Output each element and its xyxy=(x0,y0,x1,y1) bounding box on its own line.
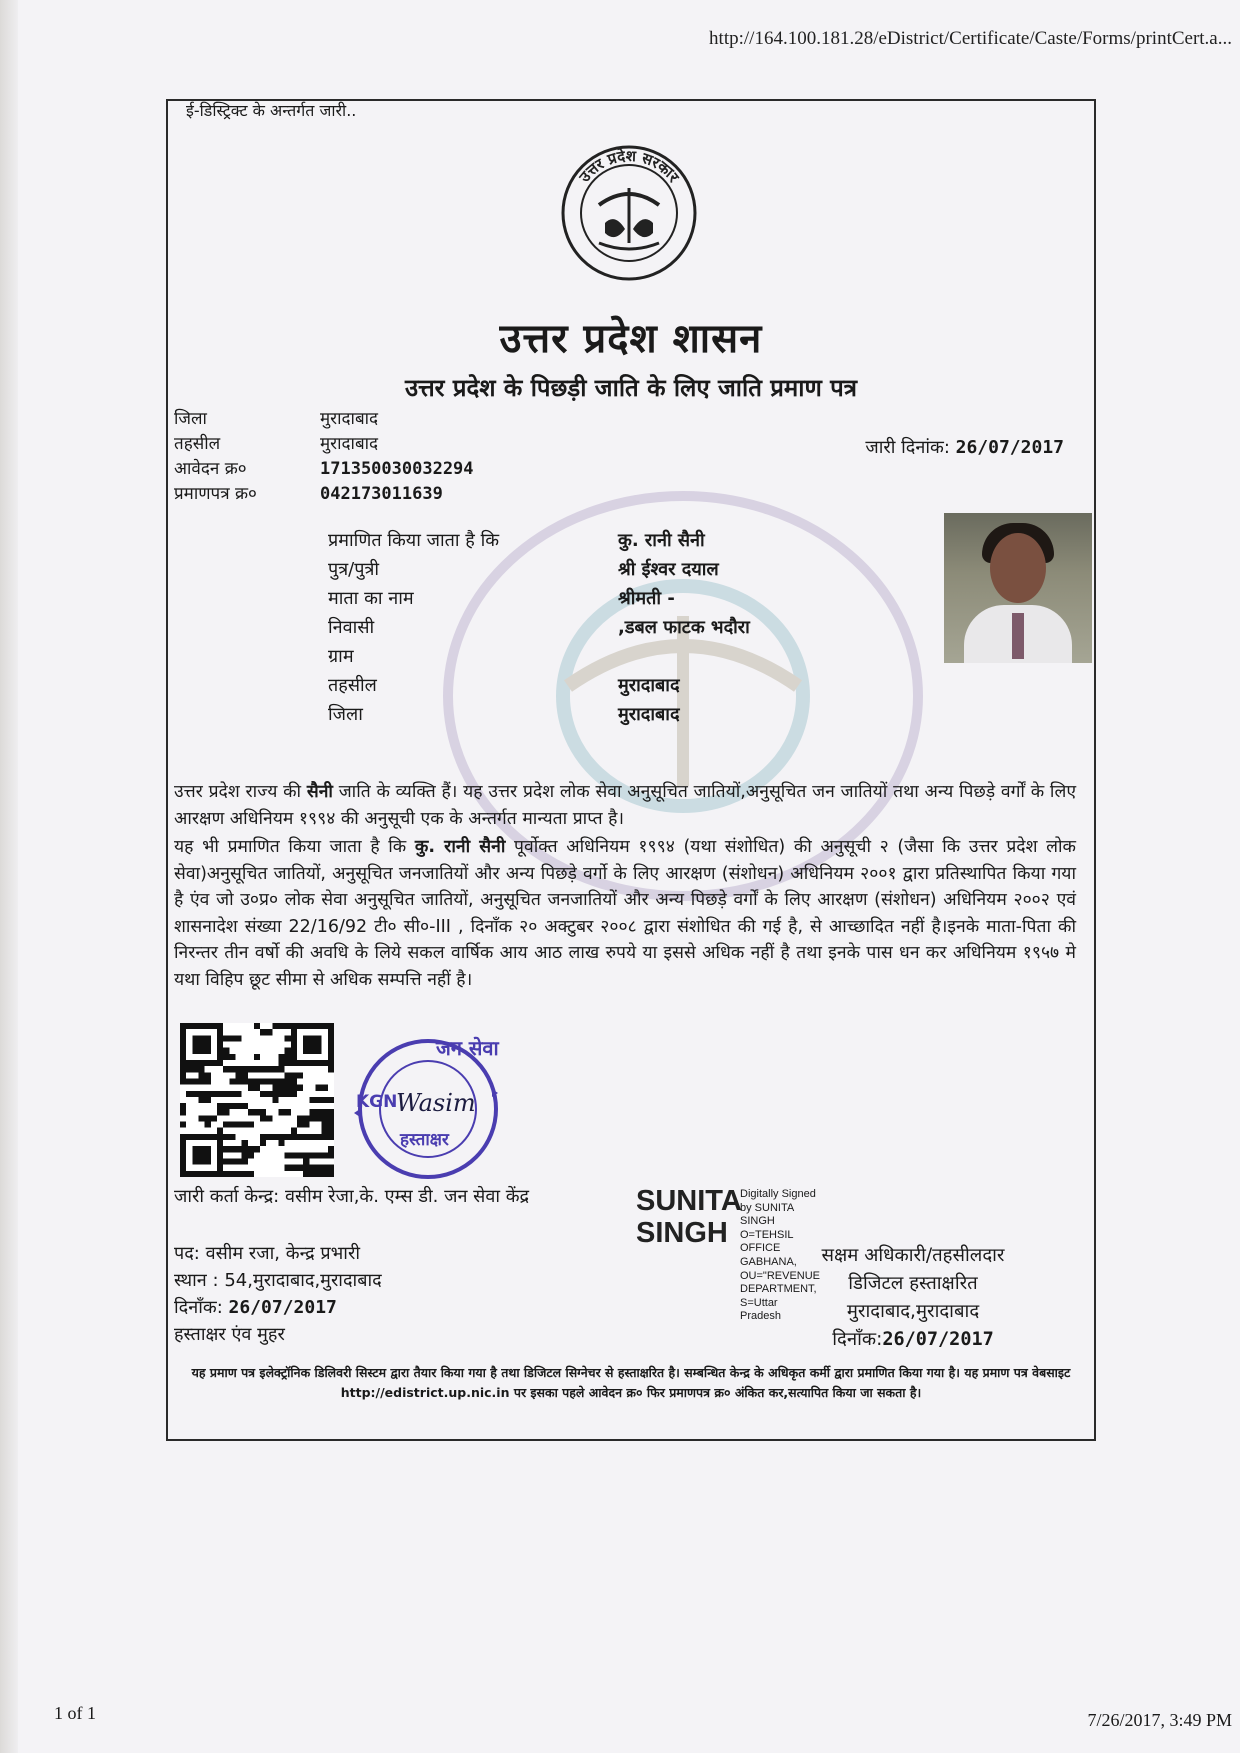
emblem-text: उत्तर प्रदेश सरकार xyxy=(575,146,683,186)
signer-name-1: SUNITA xyxy=(636,1185,742,1217)
svg-text:उत्तर प्रदेश सरकार xyxy=(575,147,683,187)
father-name: श्री ईश्वर दयाल xyxy=(618,559,719,580)
authority-date-label: दिनाँक: xyxy=(832,1329,883,1350)
browser-url: http://164.100.181.28/eDistrict/Certificate/Caste/Forms/printCert.a... xyxy=(709,28,1232,49)
qr-code-icon xyxy=(180,1023,334,1177)
seal-signature: Wasim xyxy=(396,1089,476,1117)
resident-value: ,डबल फाटक भदौरा xyxy=(618,617,750,638)
certified-label: प्रमाणित किया जाता है कि xyxy=(328,530,500,551)
incharge-date-value: 26/07/2017 xyxy=(228,1297,337,1318)
certificate-title: उत्तर प्रदेश के पिछड़ी जाति के लिए जाति प्रमाण पत्र xyxy=(404,374,858,402)
issue-date xyxy=(865,435,1064,459)
sig-detail: OFFICE xyxy=(740,1242,781,1255)
issuing-center xyxy=(174,1184,529,1208)
certificate-body xyxy=(174,779,1076,995)
sig-detail: Digitally Signed xyxy=(740,1188,816,1200)
paper-edge xyxy=(0,0,18,1753)
application-no-label: आवेदन क्र० xyxy=(174,459,247,479)
seal-bottom-text: हस्ताक्षर xyxy=(400,1130,449,1150)
competent-authority-block xyxy=(788,1242,1038,1354)
post-label: पद: xyxy=(174,1243,200,1264)
resident-label: निवासी xyxy=(328,617,375,638)
authority-place: मुरादाबाद,मुरादाबाद xyxy=(846,1301,980,1322)
applicant-photo xyxy=(944,513,1092,663)
issue-date-label: जारी दिनांक: xyxy=(865,437,950,458)
para2-prefix: यह भी प्रमाणित किया जाता है कि xyxy=(174,837,415,857)
verification-note: यह प्रमाण पत्र इलेक्ट्रॉनिक डिलिवरी सिस्टम द्वारा तैयार किया गया है तथा डिजिटल सिग्नेचर से हस्ताक्षरित है। सम्बन्धित केन्द्र के अधिकृत कर्मी द्वारा प्रमाणित किया गया है। यह प्रमाण पत्र वेबसाइट http://edistrict.up.nic.in पर इसका पहले आवेदन क्र० फिर प्रमाणपत्र क्र० अंकित कर,सत्यापित किया जा सकता है। xyxy=(191,1365,1071,1400)
detail-tehsil-value: मुरादाबाद xyxy=(618,675,680,696)
certificate-meta xyxy=(174,407,474,507)
authority-date-value: 26/07/2017 xyxy=(882,1329,994,1350)
print-timestamp: 7/26/2017, 3:49 PM xyxy=(1087,1710,1232,1730)
authority-title: सक्षम अधिकारी/तहसीलदार xyxy=(821,1245,1005,1266)
center-seal-icon xyxy=(338,1035,518,1183)
sig-detail: by SUNITA xyxy=(740,1201,795,1214)
district-label: जिला xyxy=(174,409,207,429)
sig-detail: OU="REVENUE xyxy=(740,1269,821,1282)
application-no-value: 171350030032294 xyxy=(320,459,474,479)
seal-left-text: KGN xyxy=(356,1092,398,1112)
digital-signature xyxy=(636,1185,821,1323)
issued-under-note: ई-डिस्ट्रिक्ट के अन्तर्गत जारी.. xyxy=(186,101,357,120)
page-counter: 1 of 1 xyxy=(54,1703,96,1723)
sig-detail: DEPARTMENT, xyxy=(740,1283,817,1296)
applicant-name: कु. रानी सैनी xyxy=(618,530,705,551)
place-label: स्थान : xyxy=(174,1270,219,1291)
sig-detail: Pradesh xyxy=(740,1310,781,1323)
authority-digital-signed: डिजिटल हस्ताक्षरित xyxy=(848,1273,978,1294)
mother-label: माता का नाम xyxy=(328,588,414,609)
issue-date-value: 26/07/2017 xyxy=(955,437,1064,458)
government-title: उत्तर प्रदेश शासन xyxy=(499,316,763,362)
certificate-no-label: प्रमाणपत्र क्र० xyxy=(174,484,257,504)
sig-detail: S=Uttar xyxy=(740,1296,778,1309)
detail-tehsil-label: तहसील xyxy=(328,675,377,696)
issuing-center-value: वसीम रेजा,के. एम्स डी. जन सेवा केंद्र xyxy=(284,1186,530,1207)
tehsil-value: मुरादाबाद xyxy=(320,434,379,454)
para1-prefix: उत्तर प्रदेश राज्य की xyxy=(174,782,307,802)
place-value: 54,मुरादाबाद,मुरादाबाद xyxy=(224,1270,382,1291)
applicant-details xyxy=(328,526,750,729)
district-value: मुरादाबाद xyxy=(320,409,379,429)
post-value: वसीम रजा, केन्द्र प्रभारी xyxy=(205,1243,360,1264)
para2-name: कु. रानी सैनी xyxy=(414,837,506,857)
certificate-no-value: 042173011639 xyxy=(320,484,443,504)
incharge-date-label: दिनाँक: xyxy=(174,1297,223,1318)
caste-name: सैनी xyxy=(306,782,333,802)
up-emblem-icon xyxy=(559,143,699,283)
sig-detail: O=TEHSIL xyxy=(740,1228,794,1241)
issuing-center-label: जारी कर्ता केन्द्र: xyxy=(174,1186,280,1207)
mother-name: श्रीमती - xyxy=(618,588,675,609)
paragraph-creamy-layer xyxy=(174,834,1076,993)
sig-detail: GABHANA, xyxy=(740,1255,797,1268)
tehsil-label: तहसील xyxy=(174,434,221,454)
para2-text: पूर्वोक्त अधिनियम १९९४ (यथा संशोधित) की अनुसूची २ (जैसा कि उत्तर प्रदेश लोक सेवा)अनुसूचित जातियों, अनुसूचित जनजातियों और अन्य पिछड़े वर्गो के लिए आरक्षण (संशोधन) अधिनियम २००१ द्वारा प्रतिस्थापित किया गया है एंव जो उ०प्र० लोक सेवा अनुसूचित जातियों, अनुसूचित जनजातियों और अन्य पिछड़े वर्गों के लिए आरक्षण (संशोधन) अधिनियम २००२ एवं शासनादेश संख्या 22/16/92 टी० सी०-III , दिनाँक २० अक्टुबर २००८ द्वारा संशोधित की गई है, से आच्छादित नहीं है।इनके माता-पिता की निरन्तर तीन वर्षो की अवधि के लिये सकल वार्षिक आय आठ लाख रुपये या इससे अधिक नहीं है तथा इनके पास धन कर अधिनियम १९५७ मे यथा विहिप छूट सीमा से अधिक सम्पत्ति नहीं है। xyxy=(174,837,1076,990)
paragraph-caste xyxy=(174,779,1076,832)
signer-name-2: SINGH xyxy=(636,1217,728,1249)
center-incharge-block xyxy=(174,1240,382,1348)
village-label: ग्राम xyxy=(328,646,354,667)
sign-seal-label: हस्ताक्षर एंव मुहर xyxy=(174,1324,285,1345)
sig-detail: SINGH xyxy=(740,1215,775,1228)
certificate xyxy=(166,99,1096,1441)
detail-district-label: जिला xyxy=(328,704,363,725)
seal-top-text: जन सेवा xyxy=(436,1036,499,1060)
detail-district-value: मुरादाबाद xyxy=(618,704,680,725)
para1-text: जाति के व्यक्ति हैं। यह उत्तर प्रदेश लोक सेवा अनुसूचित जातियों,अनुसूचित जन जातियों तथा अन्य पिछड़े वर्गों के लिए आरक्षण अधिनियम १९९४ की अनुसूची एक के अन्तर्गत मान्यता प्राप्त है। xyxy=(174,782,1076,829)
child-of-label: पुत्र/पुत्री xyxy=(328,559,380,580)
